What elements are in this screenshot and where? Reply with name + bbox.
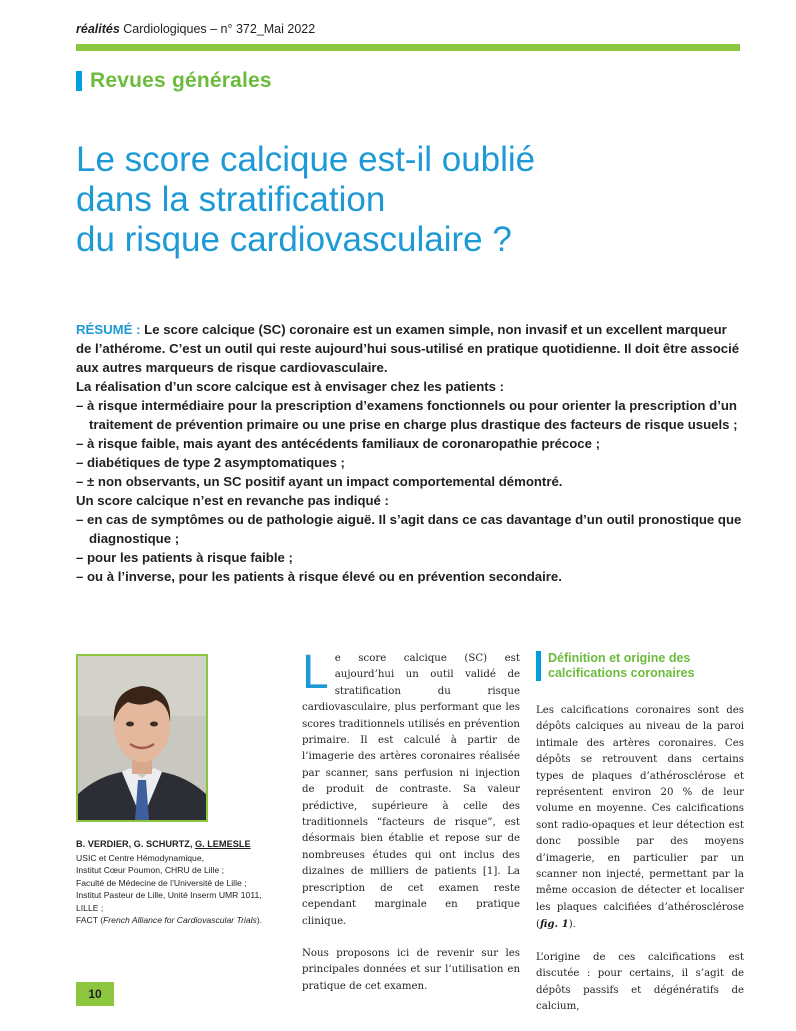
author-affiliation-fact <box>76 914 286 927</box>
abstract-list-item: – à risque intermédiaire pour la prescription d’examens fonctionnels ou pour orienter la prescription d’un traitement de prévention primaire ou une prise en charge plus drastique des facteurs de risque usuels ; <box>76 398 738 432</box>
title-line: du risque cardiovasculaire ? <box>76 220 512 259</box>
fact-name: French Alliance for Cardiovascular Trials <box>103 915 257 925</box>
author-affiliation: Faculté de Médecine de l’Université de Lille ; <box>76 877 247 888</box>
author-affiliation: USIC et Centre Hémodynamique, <box>76 852 205 863</box>
body-paragraph: Nous proposons ici de revenir sur les principales données et sur l’utilisation en pratique de cet examen. <box>302 947 520 992</box>
body-column-1 <box>302 646 520 1011</box>
subheading-marker <box>536 651 541 681</box>
fact-suffix: ). <box>256 915 263 925</box>
abstract-not-indicated-heading: Un score calcique n’est en revanche pas indiqué : <box>76 493 389 508</box>
abstract-indicated-heading: La réalisation d’un score calcique est à envisager chez les patients : <box>76 379 505 394</box>
fact-prefix: FACT ( <box>76 915 104 925</box>
title-line: dans la stratification <box>76 180 386 219</box>
abstract-list-item: – pour les patients à risque faible ; <box>76 550 293 565</box>
running-header <box>76 22 315 36</box>
drop-cap: L <box>302 646 329 699</box>
section-tag <box>76 68 272 94</box>
abstract-list-item: – ± non observants, un SC positif ayant un impact comportemental démontré. <box>76 474 563 489</box>
section-label: Revues générales <box>90 69 272 92</box>
abstract-list-item: – à risque faible, mais ayant des antécédents familiaux de coronaropathie précoce ; <box>76 436 601 451</box>
abstract-list-item: – en cas de symptômes ou de pathologie aiguë. Il s’agit dans ce cas davantage d’un outil pronostique que diagnostique ; <box>76 512 742 546</box>
journal-brand: réalités <box>76 22 120 36</box>
corresponding-author: G. LEMESLE <box>194 839 251 849</box>
section-marker <box>76 71 82 91</box>
abstract-list-item: – diabétiques de type 2 asymptomatiques ; <box>76 455 345 470</box>
body-paragraph <box>536 703 744 934</box>
body-text: ). <box>568 919 576 931</box>
subheading-text: Définition et origine des calcifications coronaires <box>548 651 695 680</box>
article-title <box>76 140 716 260</box>
author-affiliation: Institut Cœur Poumon, CHRU de Lille ; <box>76 865 225 875</box>
author-names-plain: B. VERDIER, G. SCHURTZ, <box>76 839 195 849</box>
abstract-intro <box>76 320 742 377</box>
body-paragraph: L’origine de ces calcifications est discutée : pour certains, il s’agit de dépôts passifs et dégénératifs de calcium, <box>536 951 744 1012</box>
author-names <box>76 838 286 851</box>
journal-issue: Cardiologiques – n° 372_Mai 2022 <box>119 22 316 36</box>
abstract-text: Le score calcique (SC) coronaire est un examen simple, non invasif et un excellent marqueur de l’athérome. C’est un outil qui reste aujourd’hui sous-utilisé en pratique quotidienne. Il doit être associé aux autres marqueurs de risque cardiovasculaire. <box>76 322 740 375</box>
abstract-label: RÉSUMÉ : <box>76 322 141 337</box>
body-column-2 <box>536 651 744 1031</box>
author-block <box>76 838 286 927</box>
title-line: Le score calcique est-il oublié <box>76 140 536 179</box>
body-text: Les calcifications coronaires sont des dépôts calciques au niveau de la paroi intimale des artères coronaires. Ces dépôts se retrouvent dans certains types de plaques d’athérosclérose et représentent environ 20 % de leur volume en moyenne. Ces calcifications sont radio-opaques et leur détection est donc possible par des moyens d’imagerie, en particulier par un scanner non injecté, permettant par la même occasion de détecter et localiser les plaques calcifiées d’athérosclérose ( <box>536 705 744 931</box>
abstract-list-item: – ou à l’inverse, pour les patients à risque élevé ou en prévention secondaire. <box>76 569 562 584</box>
figure-reference[interactable]: fig. 1 <box>539 918 569 931</box>
abstract <box>76 320 742 586</box>
page-number: 10 <box>76 982 114 1006</box>
author-photo <box>76 654 208 822</box>
author-portrait-illustration <box>78 656 206 820</box>
intro-paragraph <box>302 646 520 930</box>
subheading <box>536 651 744 681</box>
author-affiliation: Institut Pasteur de Lille, Unité Inserm UMR 1011, LILLE ; <box>76 890 262 913</box>
header-rule <box>76 44 740 51</box>
intro-text: e score calcique (SC) est aujourd’hui un outil validé de stratification du risque cardiovasculaire, plus performant que les scores traditionnels utilisés en prévention primaire. Il est calculé à partir de l’imagerie des artères coronaires réalisée par scanner, sans perfusion ni injection de produit de contraste. Sa valeur prédictive, supérieure à celle des traditionnels “facteurs de risque”, est désormais bien établie et repose sur de nombreuses études qui ont inclus des dizaines de milliers de patients [1]. La prescription de cet examen reste cependant marginale en pratique clinique. <box>302 653 520 927</box>
